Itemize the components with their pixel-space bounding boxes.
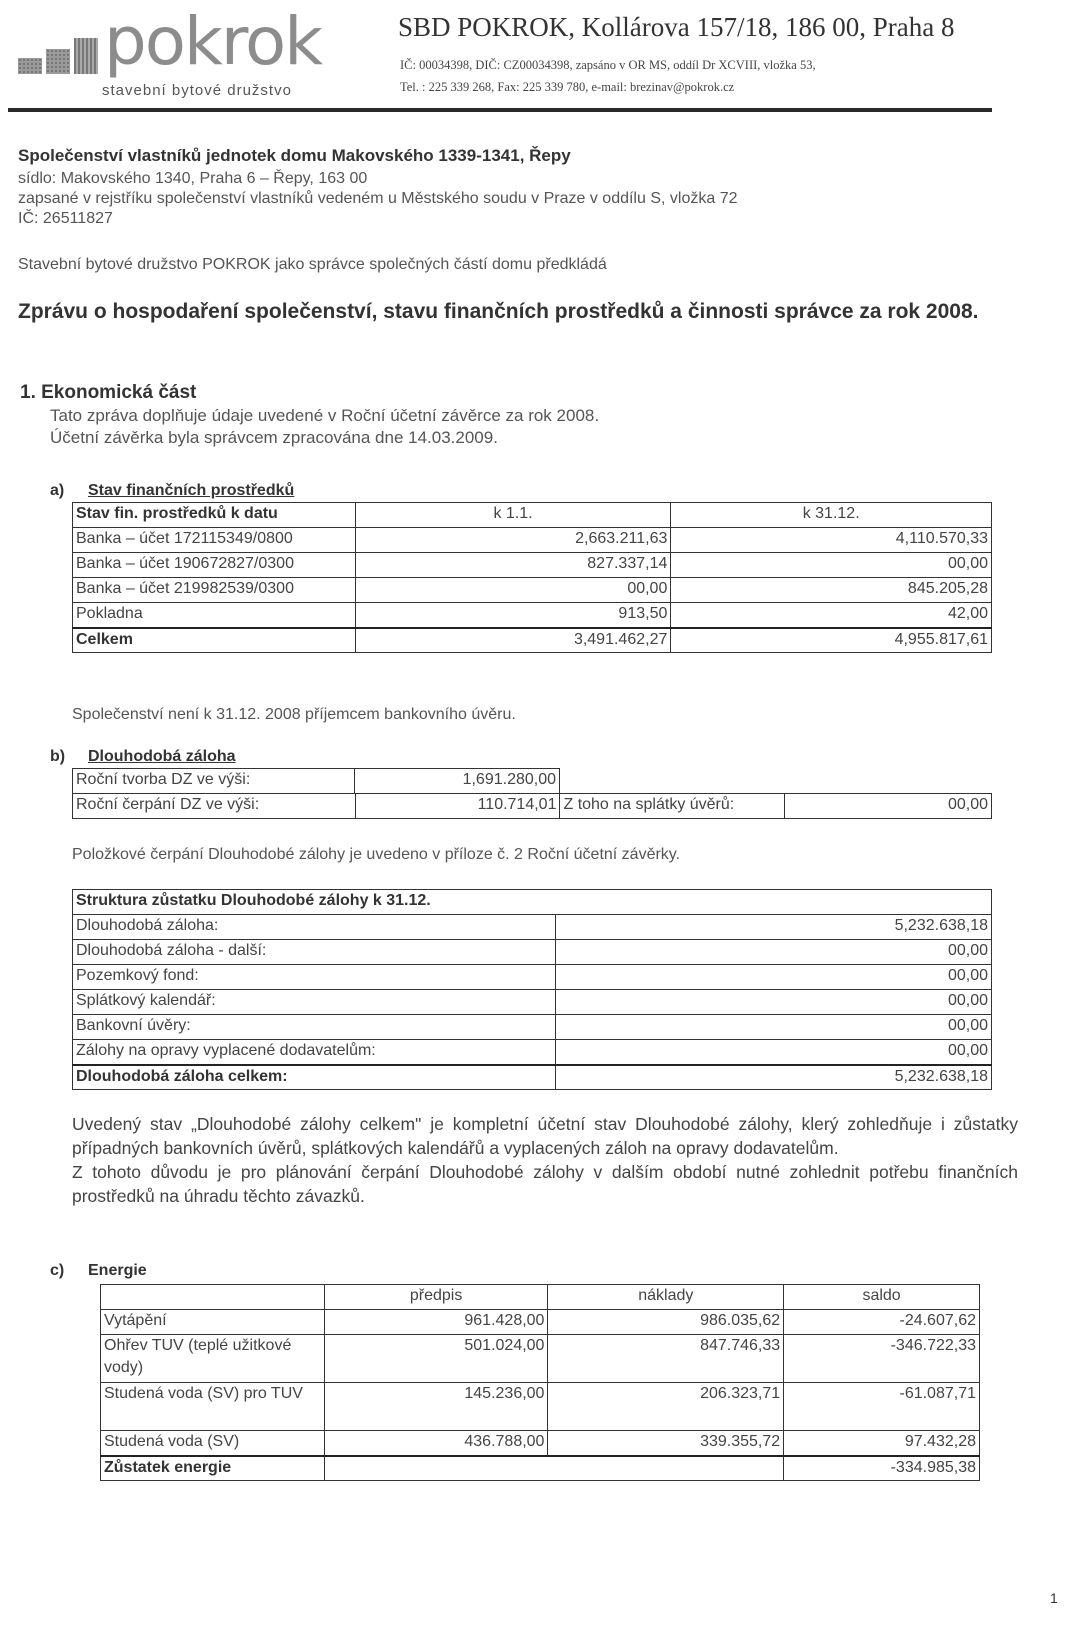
table-row	[73, 603, 992, 628]
society-seat: sídlo: Makovského 1340, Praha 6 – Řepy, 163 00	[18, 170, 368, 187]
column-header: náklady	[548, 1285, 784, 1310]
society-ic: IČ: 26511827	[18, 210, 113, 227]
column-header: k 31.12.	[671, 503, 992, 528]
table-row	[73, 965, 992, 990]
value-cell: 436.788,00	[324, 1431, 548, 1456]
long-term-advance-creation-table	[72, 768, 560, 794]
loan-note: Společenství není k 31.12. 2008 příjemcem bankovního úvěru.	[72, 706, 516, 723]
row-label: Zůstatek energie	[101, 1456, 325, 1481]
table-total-row	[73, 1065, 992, 1090]
logo-bar-small	[18, 58, 42, 74]
org-title: SBD POKROK, Kollárova 157/18, 186 00, Praha 8	[398, 12, 955, 42]
table-header-row	[73, 890, 992, 915]
table-header-row	[101, 1285, 980, 1310]
logo-wordmark: pokrok	[104, 3, 322, 80]
subsection-title: Stav finančních prostředků	[88, 482, 295, 499]
value-cell: 00,00	[556, 1015, 992, 1040]
table-header-row	[73, 503, 992, 528]
row-label: Banka – účet 172115349/0800	[73, 528, 356, 553]
value-cell: 847.746,33	[548, 1335, 784, 1383]
logo-bar-medium	[46, 49, 70, 74]
subsection-letter: a)	[50, 482, 65, 499]
value-cell: 845.205,28	[671, 578, 992, 603]
row-label: Banka – účet 190672827/0300	[73, 553, 356, 578]
row-label: Studená voda (SV)	[101, 1431, 325, 1456]
empty-cell	[324, 1456, 783, 1481]
column-header: Stav fin. prostředků k datu	[73, 503, 356, 528]
value-cell: 2,663.211,63	[355, 528, 671, 553]
value-cell: -61.087,71	[784, 1383, 980, 1431]
table-row	[73, 940, 992, 965]
value-cell: 4,955.817,61	[671, 628, 992, 653]
value-cell: 42,00	[671, 603, 992, 628]
column-header	[101, 1285, 325, 1310]
paragraph-text: Uvedený stav „Dlouhodobé zálohy celkem" je kompletní účetní stav Dlouhodobé zálohy, klerý zohledňuje i zůstatky případných bankovních úvěrů, splátkových kalendářů a vyplacených záloh na opravy dodavatelům.	[72, 1114, 1018, 1158]
report-title: Zprávu o hospodaření společenství, stavu finančních prostředků a činnosti správce za rok 2008.	[18, 300, 979, 323]
table-row	[73, 578, 992, 603]
subsection-title: Energie	[88, 1262, 147, 1279]
value-cell: 5,232.638,18	[556, 915, 992, 940]
society-registration: zapsané v rejstříku společenství vlastníků vedeném u Městského soudu v Praze v oddílu S, vložka 72	[18, 190, 738, 207]
logo-subtitle: stavební bytové družstvo	[102, 82, 292, 99]
table-total-row	[101, 1456, 980, 1481]
value-cell: 00,00	[671, 553, 992, 578]
value-cell: 145.236,00	[324, 1383, 548, 1431]
column-header: saldo	[784, 1285, 980, 1310]
row-label: Banka – účet 219982539/0300	[73, 578, 356, 603]
org-registration-line: IČ: 00034398, DIČ: CZ00034398, zapsáno v OR MS, oddíl Dr XCVIII, vložka 53,	[400, 58, 816, 72]
value-cell: 00,00	[556, 990, 992, 1015]
section-text: Účetní závěrka byla správcem zpracována dne 14.03.2009.	[50, 428, 498, 447]
value-cell: 00,00	[556, 1040, 992, 1065]
value-cell: -346.722,33	[784, 1335, 980, 1383]
subsection-title: Dlouhodobá záloha	[88, 748, 236, 765]
row-label: Dlouhodobá záloha celkem:	[73, 1065, 556, 1090]
financial-status-table	[72, 502, 992, 653]
value-cell: 4,110.570,33	[671, 528, 992, 553]
logo-bar-large	[74, 38, 98, 74]
logo-bars-icon	[18, 38, 106, 74]
org-contact-line: Tel. : 225 339 268, Fax: 225 339 780, e-mail: brezinav@pokrok.cz	[400, 80, 735, 94]
value-cell: 1,691.280,00	[355, 769, 560, 794]
long-term-advance-usage-table	[72, 793, 992, 819]
column-header: k 1.1.	[355, 503, 671, 528]
subsection-letter: c)	[50, 1262, 65, 1279]
row-label: Celkem	[73, 628, 356, 653]
table-row	[73, 794, 992, 819]
value-cell: 00,00	[556, 965, 992, 990]
row-label: Roční čerpání DZ ve výši:	[73, 794, 356, 819]
column-header: předpis	[324, 1285, 548, 1310]
value-cell: 00,00	[355, 578, 671, 603]
table-row	[73, 990, 992, 1015]
value-cell: 339.355,72	[548, 1431, 784, 1456]
paragraph-text: Z tohoto důvodu je pro plánování čerpání Dlouhodobé zálohy v dalším období nutné zohlednit potřebu finančních prostředků na úhradu těchto závazků.	[72, 1162, 1018, 1206]
value-cell: 961.428,00	[324, 1310, 548, 1335]
page-number: 1	[1050, 1590, 1058, 1606]
table-row	[101, 1310, 980, 1335]
intro-text: Stavební bytové družstvo POKROK jako správce společných částí domu předkládá	[18, 256, 607, 273]
value-cell: 986.035,62	[548, 1310, 784, 1335]
table-row	[101, 1335, 980, 1383]
value-cell: 827.337,14	[355, 553, 671, 578]
row-label: Pokladna	[73, 603, 356, 628]
value-cell: -24.607,62	[784, 1310, 980, 1335]
value-cell: -334.985,38	[784, 1456, 980, 1481]
energy-table	[100, 1284, 980, 1481]
row-label: Dlouhodobá záloha - další:	[73, 940, 556, 965]
table-row	[73, 1040, 992, 1065]
value-cell: 913,50	[355, 603, 671, 628]
table-row	[73, 1015, 992, 1040]
subsection-letter: b)	[50, 748, 66, 765]
row-label: Roční tvorba DZ ve výši:	[73, 769, 355, 794]
explanation-paragraph	[72, 1112, 1018, 1208]
table-row	[101, 1383, 980, 1431]
value-cell: 501.024,00	[324, 1335, 548, 1383]
row-label: Vytápění	[101, 1310, 325, 1335]
row-label: Pozemkový fond:	[73, 965, 556, 990]
section-heading: 1. Ekonomická část	[20, 382, 197, 403]
table-total-row	[73, 628, 992, 653]
table-row	[101, 1431, 980, 1456]
value-cell: 206.323,71	[548, 1383, 784, 1431]
table-row	[73, 769, 560, 794]
row-label: Z toho na splátky úvěrů:	[560, 794, 785, 819]
row-label: Ohřev TUV (teplé užitkové vody)	[101, 1335, 325, 1383]
row-label: Bankovní úvěry:	[73, 1015, 556, 1040]
table-row	[73, 553, 992, 578]
subsection-heading-c	[50, 1262, 147, 1280]
row-label: Studená voda (SV) pro TUV	[101, 1383, 325, 1431]
value-cell: 00,00	[556, 940, 992, 965]
row-label: Dlouhodobá záloha:	[73, 915, 556, 940]
advance-structure-table	[72, 889, 992, 1090]
society-name: Společenství vlastníků jednotek domu Makovského 1339-1341, Řepy	[18, 146, 571, 165]
value-cell: 97.432,28	[784, 1431, 980, 1456]
row-label: Zálohy na opravy vyplacené dodavatelům:	[73, 1040, 556, 1065]
value-cell: 3,491.462,27	[355, 628, 671, 653]
header-divider	[8, 108, 992, 112]
itemized-usage-note: Položkové čerpání Dlouhodobé zálohy je uvedeno v příloze č. 2 Roční účetní závěrky.	[72, 846, 681, 863]
row-label: Splátkový kalendář:	[73, 990, 556, 1015]
value-cell: 110.714,01	[355, 794, 560, 819]
subsection-heading-a	[50, 482, 294, 500]
value-cell: 5,232.638,18	[556, 1065, 992, 1090]
table-row	[73, 915, 992, 940]
table-title: Struktura zůstatku Dlouhodobé zálohy k 31.12.	[73, 890, 992, 915]
table-row	[73, 528, 992, 553]
section-text: Tato zpráva doplňuje údaje uvedené v Roční účetní závěrce za rok 2008.	[50, 406, 600, 425]
value-cell: 00,00	[785, 794, 992, 819]
subsection-heading-b	[50, 748, 236, 766]
